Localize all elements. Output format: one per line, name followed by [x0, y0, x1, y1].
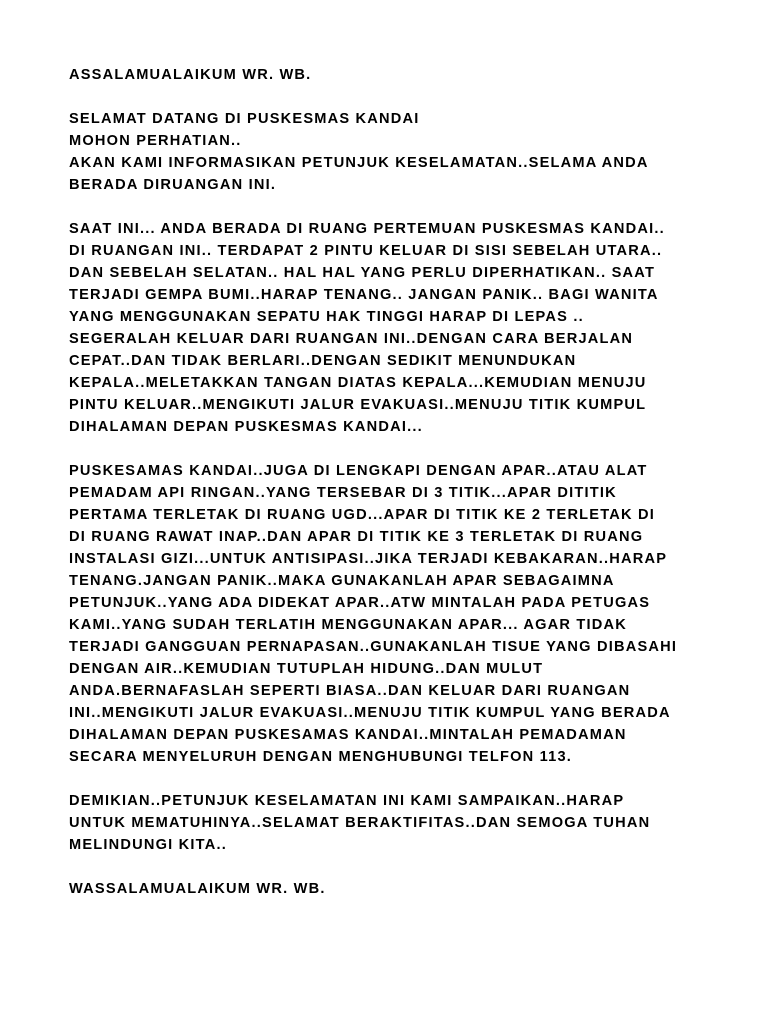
- text-line: PERTAMA TERLETAK DI RUANG UGD...APAR DI TITIK KE 2 TERLETAK DI: [69, 507, 655, 523]
- text-line: ASSALAMUALAIKUM WR. WB.: [69, 67, 312, 83]
- text-line: SECARA MENYELURUH DENGAN MENGHUBUNGI TELFON 113.: [69, 749, 573, 765]
- text-line: SEGERALAH KELUAR DARI RUANGAN INI..DENGAN CARA BERJALAN: [69, 331, 634, 347]
- text-line: TERJADI GANGGUAN PERNAPASAN..GUNAKANLAH TISUE YANG DIBASAHI: [69, 639, 678, 655]
- text-line: PETUNJUK..YANG ADA DIDEKAT APAR..ATW MINTALAH PADA PETUGAS: [69, 595, 651, 611]
- text-line: DIHALAMAN DEPAN PUSKESAMAS KANDAI..MINTALAH PEMADAMAN: [69, 727, 627, 743]
- earthquake-instructions-paragraph: [69, 218, 709, 438]
- fire-instructions-paragraph: [69, 460, 709, 768]
- text-line: PEMADAM API RINGAN..YANG TERSEBAR DI 3 TITIK...APAR DITITIK: [69, 485, 617, 501]
- text-line: KAMI..YANG SUDAH TERLATIH MENGGUNAKAN APAR... AGAR TIDAK: [69, 617, 627, 633]
- closing-paragraph: [69, 790, 709, 856]
- text-line: INSTALASI GIZI...UNTUK ANTISIPASI..JIKA TERJADI KEBAKARAN..HARAP: [69, 551, 668, 567]
- text-line: KEPALA..MELETAKKAN TANGAN DIATAS KEPALA...KEMUDIAN MENUJU: [69, 375, 647, 391]
- text-line: CEPAT..DAN TIDAK BERLARI..DENGAN SEDIKIT MENUNDUKAN: [69, 353, 577, 369]
- text-line: DAN SEBELAH SELATAN.. HAL HAL YANG PERLU DIPERHATIKAN.. SAAT: [69, 265, 656, 281]
- text-line: MELINDUNGI KITA..: [69, 837, 227, 853]
- text-line: TERJADI GEMPA BUMI..HARAP TENANG.. JANGAN PANIK.. BAGI WANITA: [69, 287, 659, 303]
- text-line: UNTUK MEMATUHINYA..SELAMAT BERAKTIFITAS..DAN SEMOGA TUHAN: [69, 815, 651, 831]
- text-line: DIHALAMAN DEPAN PUSKESMAS KANDAI...: [69, 419, 423, 435]
- text-line: SAAT INI... ANDA BERADA DI RUANG PERTEMUAN PUSKESMAS KANDAI..: [69, 221, 665, 237]
- text-line: INI..MENGIKUTI JALUR EVAKUASI..MENUJU TITIK KUMPUL YANG BERADA: [69, 705, 671, 721]
- text-line: DENGAN AIR..KEMUDIAN TUTUPLAH HIDUNG..DAN MULUT: [69, 661, 544, 677]
- farewell-paragraph: [69, 878, 709, 900]
- text-line: MOHON PERHATIAN..: [69, 133, 242, 149]
- text-line: DI RUANG RAWAT INAP..DAN APAR DI TITIK KE 3 TERLETAK DI RUANG: [69, 529, 644, 545]
- greeting-paragraph: [69, 64, 709, 86]
- welcome-paragraph: [69, 108, 709, 196]
- text-line: PINTU KELUAR..MENGIKUTI JALUR EVAKUASI..MENUJU TITIK KUMPUL: [69, 397, 647, 413]
- text-line: BERADA DIRUANGAN INI.: [69, 177, 277, 193]
- text-line: PUSKESAMAS KANDAI..JUGA DI LENGKAPI DENGAN APAR..ATAU ALAT: [69, 463, 648, 479]
- text-line: WASSALAMUALAIKUM WR. WB.: [69, 881, 326, 897]
- text-line: DI RUANGAN INI.. TERDAPAT 2 PINTU KELUAR DI SISI SEBELAH UTARA..: [69, 243, 663, 259]
- text-line: YANG MENGGUNAKAN SEPATU HAK TINGGI HARAP DI LEPAS ..: [69, 309, 584, 325]
- text-line: SELAMAT DATANG DI PUSKESMAS KANDAI: [69, 111, 420, 127]
- text-line: ANDA.BERNAFASLAH SEPERTI BIASA..DAN KELUAR DARI RUANGAN: [69, 683, 631, 699]
- document-body: [69, 64, 709, 922]
- text-line: DEMIKIAN..PETUNJUK KESELAMATAN INI KAMI SAMPAIKAN..HARAP: [69, 793, 625, 809]
- text-line: AKAN KAMI INFORMASIKAN PETUNJUK KESELAMATAN..SELAMA ANDA: [69, 155, 649, 171]
- text-line: TENANG.JANGAN PANIK..MAKA GUNAKANLAH APAR SEBAGAIMNA: [69, 573, 615, 589]
